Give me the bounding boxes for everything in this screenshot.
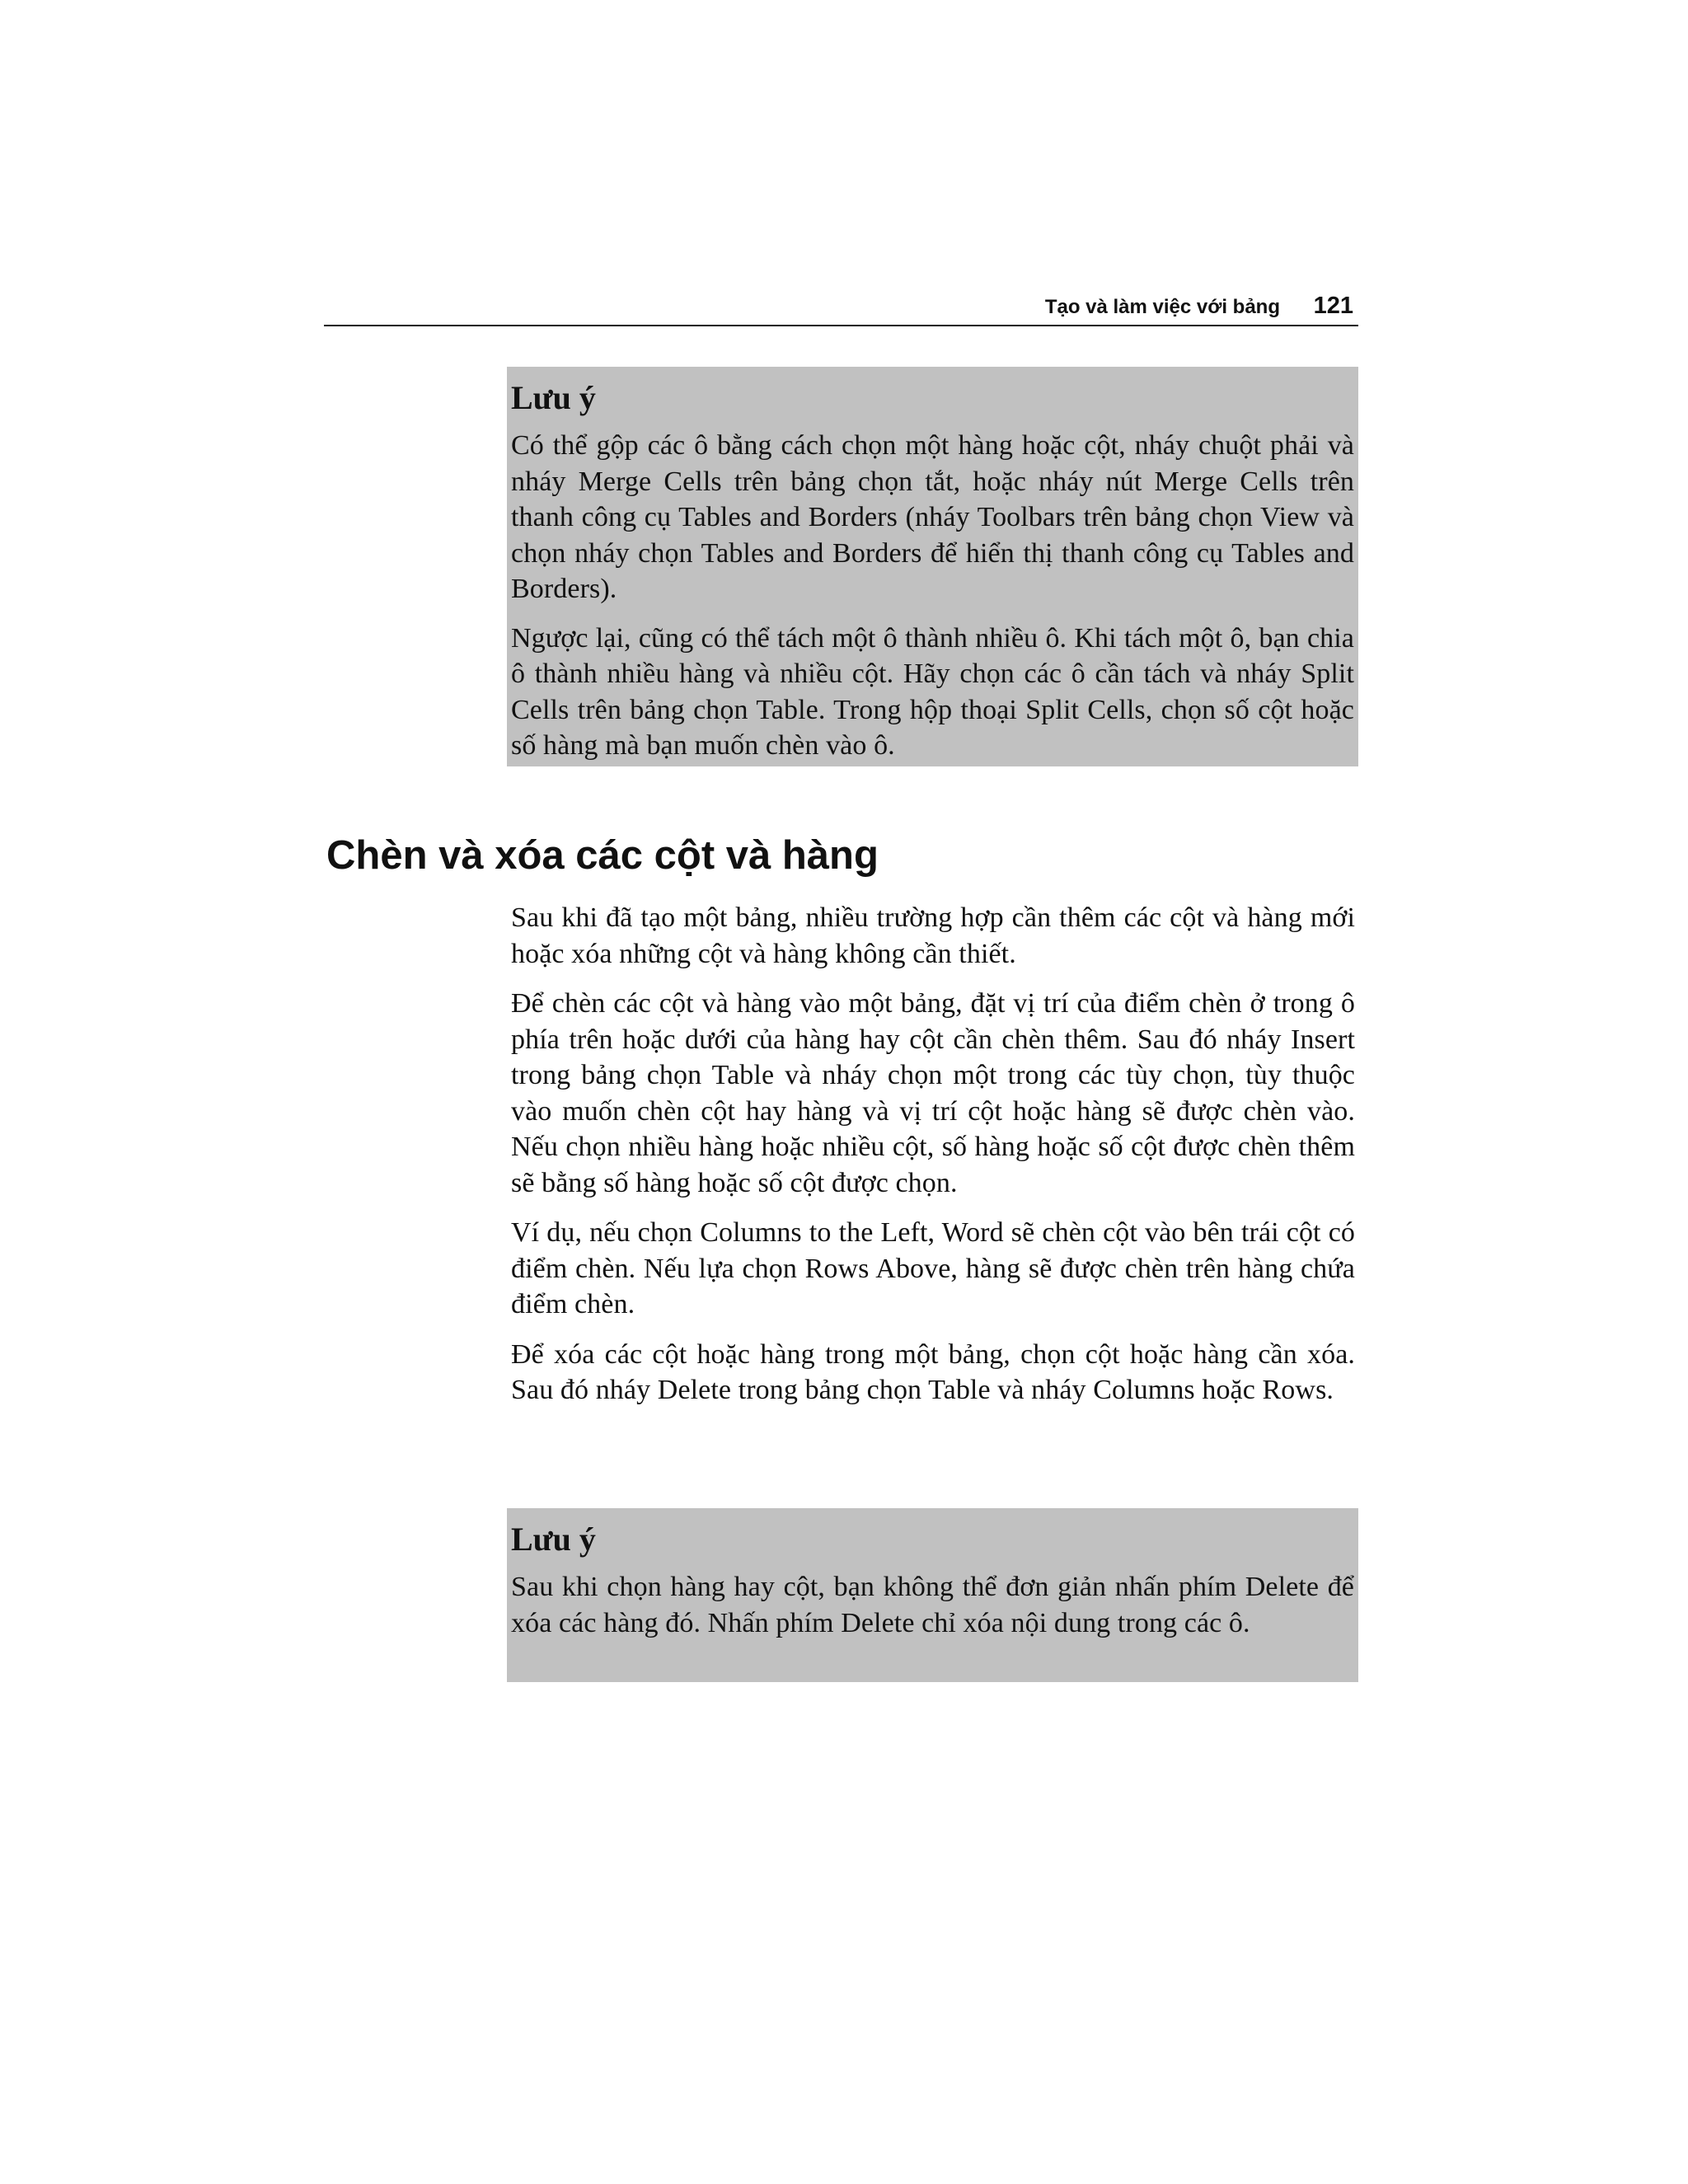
note-title: Lưu ý: [511, 1521, 596, 1558]
body-paragraph-delete: Để xóa các cột hoặc hàng trong một bảng, chọn cột hoặc hàng cần xóa. Sau đó nháy Delete trong bảng chọn Table và nháy Columns hoặc Rows.: [511, 1338, 1355, 1405]
note-box-delete-key: [507, 1508, 1358, 1682]
body-paragraph-example: Ví dụ, nếu chọn Columns to the Left, Word sẽ chèn cột vào bên trái cột có điểm chèn. Nếu lựa chọn Rows Above, hàng sẽ được chèn trên hàng chứa điểm chèn.: [511, 1217, 1355, 1319]
note-paragraph-merge: Có thể gộp các ô bằng cách chọn một hàng hoặc cột, nháy chuột phải và nháy Merge Cells trên bảng chọn tắt, hoặc nháy nút Merge Cells trên thanh công cụ Tables and Borders (nháy Toolbars trên bảng chọn View và chọn nháy chọn Tables and Borders để hiển thị thanh công cụ Tables and Borders).: [511, 430, 1354, 604]
running-header-title: Tạo và làm việc với bảng: [1044, 296, 1280, 318]
note-paragraph-delete-key: Sau khi chọn hàng hay cột, bạn không thể đơn giản nhấn phím Delete để xóa các hàng đó. Nhấn phím Delete chỉ xóa nội dung trong các ô.: [511, 1572, 1354, 1638]
note-title: Lưu ý: [511, 379, 596, 416]
running-header: [324, 285, 1358, 326]
section-body: [511, 900, 1355, 1422]
note-box-merge-split: [507, 367, 1358, 766]
body-paragraph-insert: Để chèn các cột và hàng vào một bảng, đặt vị trí của điểm chèn ở trong ô phía trên hoặc dưới của hàng hay cột cần chèn thêm. Sau đó nháy Insert trong bảng chọn Table và nháy chọn một trong các tùy chọn, tùy thuộc vào muốn chèn cột hay hàng và vị trí cột hoặc hàng sẽ được chèn vào. Nếu chọn nhiều hàng hoặc nhiều cột, số hàng hoặc số cột được chèn thêm sẽ bằng số hàng hoặc số cột được chọn.: [511, 988, 1355, 1198]
section-heading: Chèn và xóa các cột và hàng: [326, 833, 879, 878]
body-paragraph-intro: Sau khi đã tạo một bảng, nhiều trường hợp cần thêm các cột và hàng mới hoặc xóa những cột và hàng không cần thiết.: [511, 902, 1355, 969]
note-paragraph-split: Ngược lại, cũng có thể tách một ô thành nhiều ô. Khi tách một ô, bạn chia ô thành nhiều hàng và nhiều cột. Hãy chọn các ô cần tách và nháy Split Cells trên bảng chọn Table. Trong hộp thoại Split Cells, chọn số cột hoặc số hàng mà bạn muốn chèn vào ô.: [511, 622, 1354, 761]
page-number: 121: [1313, 293, 1353, 319]
